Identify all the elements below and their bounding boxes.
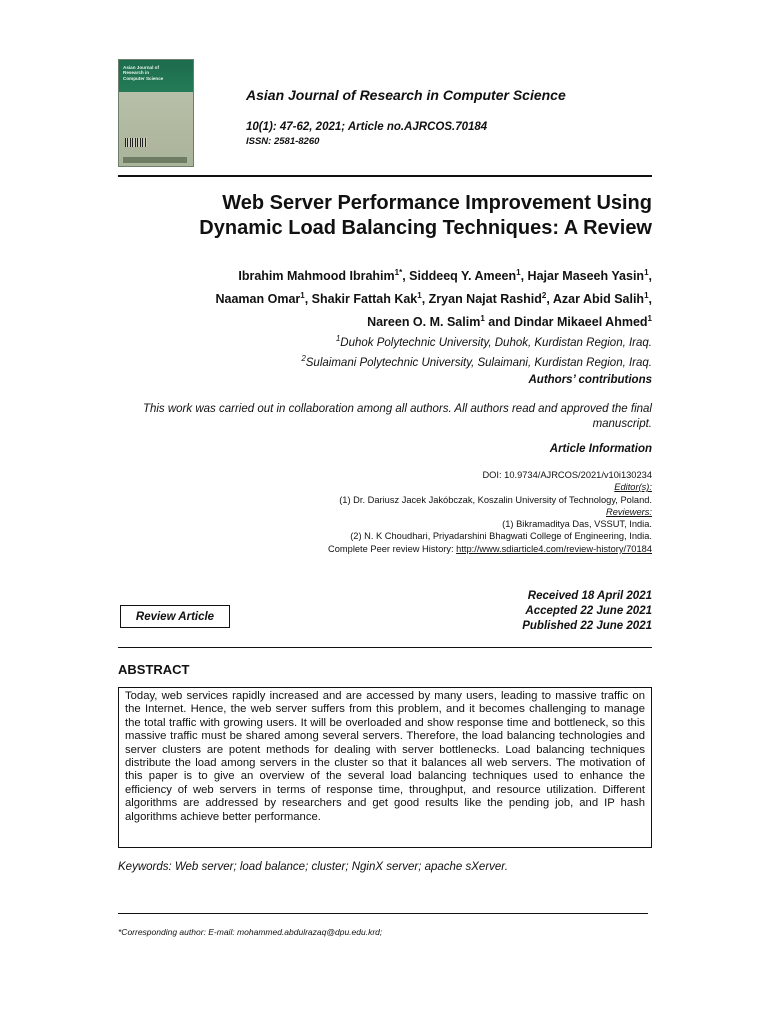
section-divider xyxy=(118,647,652,648)
accepted-date: Accepted 22 June 2021 xyxy=(525,605,652,617)
author-affiliation-mark: 1* xyxy=(394,268,403,277)
journal-issn: ISSN: 2581-8260 xyxy=(246,136,320,147)
author-separator: , xyxy=(520,269,528,284)
affiliation-text: Sulaimani Polytechnic University, Sulaimani, Kurdistan Region, Iraq. xyxy=(305,356,652,369)
article-info-heading: Article Information xyxy=(549,443,652,455)
reviewer-entry: (1) Bikramaditya Das, VSSUT, India. xyxy=(502,519,652,530)
header-divider xyxy=(118,175,652,177)
doi: DOI: 10.9734/AJRCOS/2021/v10i130234 xyxy=(482,470,652,480)
author-separator: and xyxy=(484,315,514,330)
author-affiliation-mark: 2 xyxy=(541,291,547,301)
author-list xyxy=(92,263,652,332)
cover-footer-band xyxy=(123,157,187,163)
cover-title xyxy=(123,65,187,81)
cover-title-line: Asian Journal of xyxy=(123,65,159,70)
article-type-badge: Review Article xyxy=(120,605,230,628)
barcode-icon xyxy=(125,138,147,147)
author-affiliation-mark: 1 xyxy=(417,291,422,301)
author-name: Nareen O. M. Salim xyxy=(367,315,481,330)
affiliation-line xyxy=(92,351,652,371)
author-name: Shakir Fattah Kak xyxy=(311,292,418,307)
author-separator: , xyxy=(304,292,312,307)
author-separator: , xyxy=(421,292,429,307)
contributions-text: This work was carried out in collaboration among all authors. All authors read and approved the final manuscript. xyxy=(142,403,652,430)
reviewers-label: Reviewers: xyxy=(606,506,652,517)
journal-cover-image xyxy=(118,59,194,167)
cover-title-line: Research in xyxy=(123,70,150,76)
affiliation-mark: 2 xyxy=(301,353,306,363)
editor-entry: (1) Dr. Dariusz Jacek Jakóbczak, Koszalin University of Technology, Poland. xyxy=(339,494,652,505)
affiliation-text: Duhok Polytechnic University, Duhok, Kurdistan Region, Iraq. xyxy=(340,336,652,349)
contributions-heading: Authors’ contributions xyxy=(528,374,652,386)
author-name: Siddeeq Y. Ameen xyxy=(409,269,517,284)
review-history-label: Complete Peer review History: xyxy=(328,543,457,554)
editors-label: Editor(s): xyxy=(614,482,652,493)
title-line: Web Server Performance Improvement Using xyxy=(222,192,652,214)
author-affiliation-mark: 1 xyxy=(480,314,485,324)
author-affiliation-mark: 1 xyxy=(300,291,305,301)
author-name: Zryan Najat Rashid xyxy=(428,292,542,307)
author-name: Ibrahim Mahmood Ibrahim xyxy=(238,269,395,284)
footnote-divider xyxy=(118,913,648,914)
author-separator: , xyxy=(546,292,553,307)
article-info xyxy=(132,469,652,555)
author-separator: , xyxy=(402,269,410,284)
author-name: Dindar Mikaeel Ahmed xyxy=(513,315,648,330)
received-date: Received 18 April 2021 xyxy=(527,590,652,602)
author-name: Naaman Omar xyxy=(215,292,301,307)
author-name: Hajar Maseeh Yasin xyxy=(527,269,645,284)
author-name: Azar Abid Salih xyxy=(552,292,645,307)
reviewer-entry: (2) N. K Choudhari, Priyadarshini Bhagwati College of Engineering, India. xyxy=(350,531,652,542)
paper-title xyxy=(92,191,652,241)
author-separator: , xyxy=(648,269,652,284)
corresponding-author: *Corresponding author: E-mail: mohammed.abdulrazaq@dpu.edu.krd; xyxy=(118,927,383,937)
author-line xyxy=(92,263,652,286)
cover-title-line: Computer Science xyxy=(123,75,164,81)
author-line xyxy=(92,309,652,332)
journal-volume: 10(1): 47-62, 2021; Article no.AJRCOS.70184 xyxy=(246,121,488,133)
journal-name: Asian Journal of Research in Computer Science xyxy=(246,87,566,103)
published-date: Published 22 June 2021 xyxy=(522,620,652,632)
publication-dates xyxy=(522,589,652,634)
abstract-text: Today, web services rapidly increased and are accessed by many users, leading to massive traffic on the Internet. Hence, the web server suffers from this problem, and it becomes challenging to manage the total traffic with growing users. It will be overloaded and show response time and bottleneck, so this massive traffic must be shared among several servers. Therefore, the load balancing technologies and server clusters are potent methods for dealing with server bottlenecks. Load balancing techniques distribute the load among servers in the cluster so that it balances all web servers. The motivation of this paper is to give an overview of the several load balancing techniques used to enhance the efficiency of web servers in terms of response time, throughput, and resource utilization. Different algorithms are addressed by researchers and get good results like the pending job, and IP hash algorithms achieve better performance. xyxy=(118,687,652,848)
author-separator: , xyxy=(648,292,652,307)
author-line xyxy=(92,286,652,309)
abstract-heading: ABSTRACT xyxy=(118,662,190,677)
affiliation-line xyxy=(92,331,652,351)
author-affiliation-mark: 1 xyxy=(516,268,521,277)
affiliations xyxy=(92,331,652,371)
keywords: Keywords: Web server; load balance; cluster; NginX server; apache sXerver. xyxy=(118,861,508,873)
author-affiliation-mark: 1 xyxy=(644,291,649,301)
title-line: Dynamic Load Balancing Techniques: A Review xyxy=(199,217,652,239)
author-affiliation-mark: 1 xyxy=(644,268,649,277)
affiliation-mark: 1 xyxy=(335,334,341,343)
review-history xyxy=(132,543,652,555)
review-history-link[interactable]: http://www.sdiarticle4.com/review-history/70184 xyxy=(456,543,652,554)
author-affiliation-mark: 1 xyxy=(647,314,652,324)
